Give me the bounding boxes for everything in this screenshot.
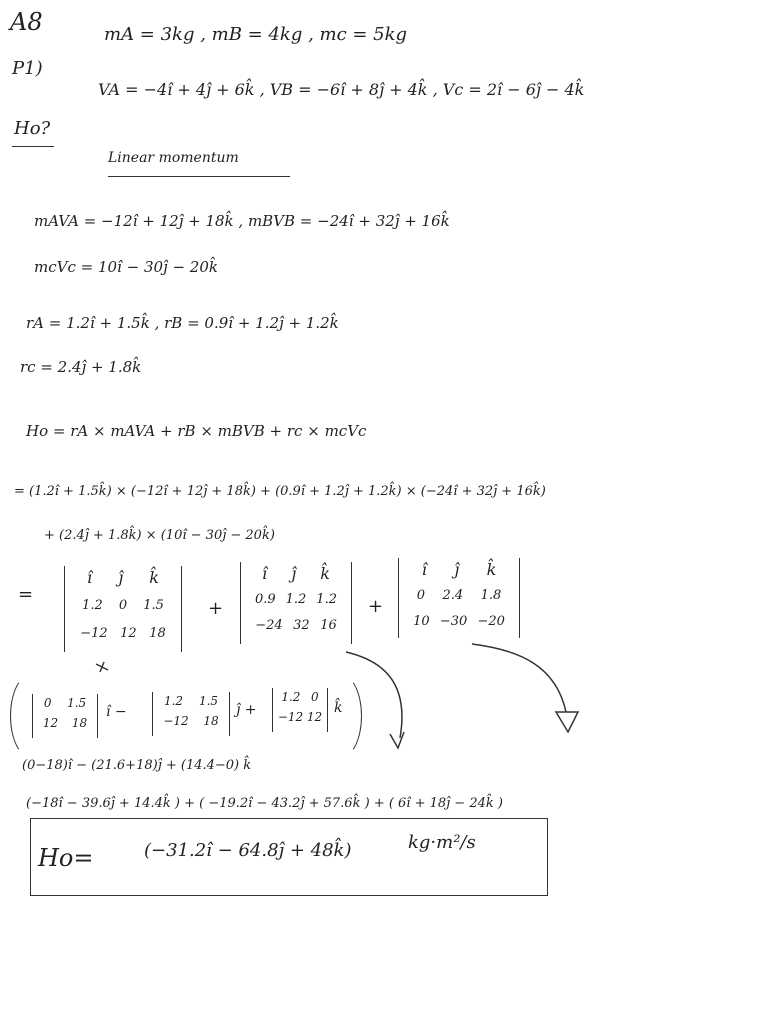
answer-label: Ho= bbox=[38, 844, 94, 872]
ho-definition: Ho = rA × mAVA + rB × mBVB + rc × mcVc bbox=[26, 422, 367, 440]
det-cell: î bbox=[262, 564, 268, 583]
det-cell: −20 bbox=[477, 614, 505, 629]
cross-expansion-1: = (1.2î + 1.5k̂) × (−12î + 12ĵ + 18k̂) + (0.9î + 1.2ĵ + 1.2k̂) × (−24î + 32ĵ + 16k̂) bbox=[14, 484, 546, 499]
det-bar-right bbox=[327, 688, 328, 732]
minor-cell: 1.5 bbox=[67, 696, 87, 710]
momentum-c: mcVc = 10î − 30ĵ − 20k̂ bbox=[34, 258, 218, 276]
det-cell: 0 bbox=[416, 588, 425, 603]
det-cell: 1.2 bbox=[316, 592, 337, 607]
minor-row-2 bbox=[276, 710, 324, 724]
answer-value: (−31.2î − 64.8ĵ + 48k̂) bbox=[144, 840, 352, 861]
det-cell: 1.5 bbox=[143, 598, 164, 613]
step-2: (−18î − 39.6ĵ + 14.4k̂ ) + ( −19.2î − 43.2ĵ + 57.6k̂ ) + ( 6î + 18ĵ − 24k̂ ) bbox=[26, 796, 503, 811]
det-cell: −30 bbox=[439, 614, 468, 629]
part-label: P1) bbox=[12, 58, 43, 79]
det-cell: 10 bbox=[413, 614, 430, 629]
momentum-ab: mAVA = −12î + 12ĵ + 18k̂ , mBVB = −24î + 32ĵ + 16k̂ bbox=[34, 212, 450, 230]
minor-cell: 0 bbox=[311, 690, 319, 704]
minor-2 bbox=[152, 692, 230, 736]
det-bar-right bbox=[97, 694, 98, 738]
minor-3 bbox=[272, 688, 328, 732]
det-cell: 1.2 bbox=[285, 592, 307, 607]
det-bar-right bbox=[229, 692, 230, 736]
det-cell: k̂ bbox=[149, 568, 159, 587]
minor-cell: 1.2 bbox=[163, 694, 184, 708]
det-cell: k̂ bbox=[486, 560, 497, 579]
arrow-to-step-c bbox=[472, 644, 566, 712]
given-velocities: VA = −4î + 4ĵ + 6k̂ , VB = −6î + 8ĵ + 4k̂ , Vc = 2î − 6ĵ − 4k̂ bbox=[98, 80, 585, 99]
minor-cell: −12 bbox=[163, 714, 189, 728]
minor-row-1 bbox=[156, 694, 226, 708]
answer-units: kg·m²/s bbox=[408, 832, 476, 853]
plus-sign: + bbox=[208, 598, 224, 619]
position-c: rc = 2.4ĵ + 1.8k̂ bbox=[20, 358, 142, 376]
minor-cell: −12 bbox=[277, 710, 304, 724]
det-bar-left bbox=[272, 688, 273, 732]
minor-cell: 0 bbox=[43, 696, 52, 710]
det-cell: ĵ bbox=[291, 564, 297, 583]
det-cell: 2.4 bbox=[442, 588, 464, 603]
minor-cell: 18 bbox=[71, 716, 88, 730]
position-ab: rA = 1.2î + 1.5k̂ , rB = 0.9î + 1.2ĵ + 1.2k̂ bbox=[26, 314, 339, 332]
equals-sign: = bbox=[18, 584, 34, 605]
det-cell: k̂ bbox=[320, 564, 330, 583]
det-cell: ĵ bbox=[118, 568, 124, 587]
det-cell: −12 bbox=[80, 626, 108, 641]
asked-quantity: Ho? bbox=[14, 118, 51, 139]
det-cell: 16 bbox=[320, 618, 337, 633]
arrow-head bbox=[390, 732, 404, 748]
cross-expansion-2: + (2.4ĵ + 1.8k̂) × (10î − 30ĵ − 20k̂) bbox=[44, 528, 275, 543]
section-title: Linear momentum bbox=[108, 150, 239, 166]
minor-cell: 1.5 bbox=[198, 694, 219, 708]
minor-cell: 12 bbox=[42, 716, 59, 730]
plus-sign: + bbox=[368, 596, 384, 617]
minor-cell: 1.2 bbox=[281, 690, 301, 704]
minor-cell: 12 bbox=[306, 710, 323, 724]
minor-1 bbox=[32, 694, 98, 738]
minor-cell: 18 bbox=[203, 714, 219, 728]
det-cell: ĵ bbox=[454, 560, 460, 579]
det-cell: 0.9 bbox=[254, 592, 276, 607]
det-cell: 0 bbox=[118, 598, 128, 613]
det-cell: î bbox=[87, 568, 93, 587]
minor-row-1 bbox=[36, 696, 94, 710]
cofactor-i: î − bbox=[106, 704, 127, 720]
det-bar-left bbox=[32, 694, 33, 738]
det-cell: 18 bbox=[149, 626, 166, 641]
minor-row-2 bbox=[36, 716, 94, 730]
minor-row-2 bbox=[156, 714, 226, 728]
det-cell: 12 bbox=[120, 626, 137, 641]
det-cell: 32 bbox=[293, 618, 310, 633]
check-mark bbox=[96, 662, 108, 672]
cofactor-j: ĵ + bbox=[236, 702, 257, 718]
given-masses: mA = 3kg , mB = 4kg , mc = 5kg bbox=[104, 24, 408, 45]
problem-id: A8 bbox=[10, 8, 43, 36]
minor-row-1 bbox=[276, 690, 324, 704]
step-1: (0−18)î − (21.6+18)ĵ + (14.4−0) k̂ bbox=[22, 758, 252, 773]
cofactor-k: k̂ bbox=[334, 700, 343, 716]
det-cell: 1.2 bbox=[82, 598, 103, 613]
det-cell: −24 bbox=[255, 618, 283, 633]
arrow-head bbox=[556, 712, 578, 732]
det-cell: î bbox=[421, 560, 427, 579]
det-cell: 1.8 bbox=[480, 588, 502, 603]
det-bar-left bbox=[152, 692, 153, 736]
